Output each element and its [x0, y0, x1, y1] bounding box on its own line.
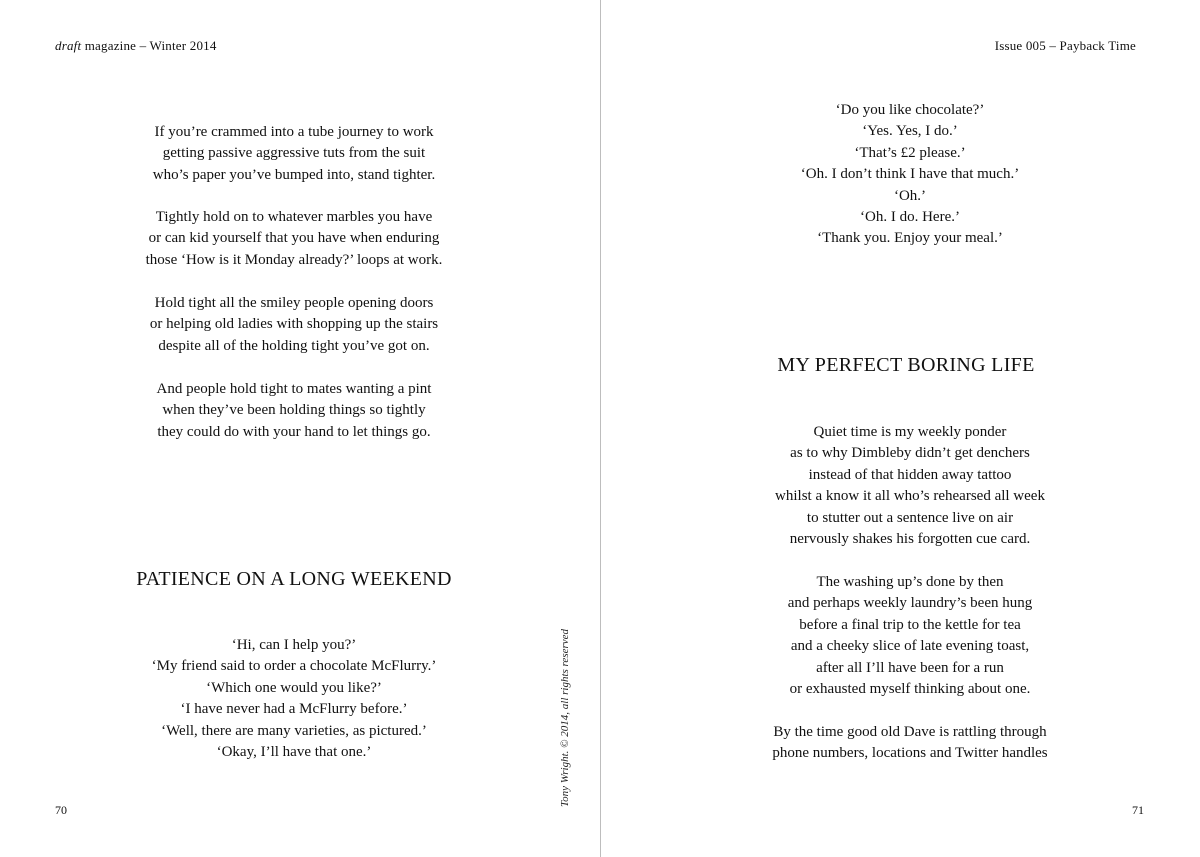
- page-number: 71: [1132, 803, 1144, 817]
- left-running-head: [55, 38, 217, 54]
- issue-season: magazine – Winter 2014: [81, 38, 217, 53]
- dialogue-block: [600, 100, 1200, 250]
- dialogue-line: ‘Oh. I do. Here.’: [860, 209, 960, 226]
- poem-line: and a cheeky slice of late evening toast,: [790, 638, 1030, 655]
- dialogue-line: ‘Well, there are many varieties, as pictured.’: [161, 722, 427, 739]
- poem-title: PATIENCE ON A LONG WEEKEND: [136, 568, 452, 590]
- dialogue-line: ‘Oh.’: [893, 187, 927, 204]
- author-credit: Tony Wright. © 2014, all rights reserved: [559, 628, 571, 808]
- dialogue-line: ‘Thank you. Enjoy your meal.’: [817, 230, 1003, 247]
- poem-line: By the time good old Dave is rattling through: [773, 724, 1047, 740]
- poem-line: to stutter out a sentence live on air: [806, 509, 1014, 526]
- poem-line: or can kid yourself that you have when enduring: [148, 230, 440, 247]
- right-page: [600, 0, 1200, 857]
- poem-line: Hold tight all the smiley people opening doors: [154, 295, 434, 311]
- poem-line: despite all of the holding tight you’ve got on.: [158, 337, 430, 354]
- dialogue-line: ‘I have never had a McFlurry before.’: [180, 701, 408, 718]
- poem-line: nervously shakes his forgotten cue card.: [789, 531, 1031, 548]
- dialogue-line: ‘That’s £2 please.’: [854, 144, 966, 161]
- poem-line: instead of that hidden away tattoo: [808, 466, 1012, 483]
- poem-stanza-4: [0, 379, 588, 443]
- poem-line: they could do with your hand to let things go.: [157, 423, 431, 440]
- poem-title: MY PERFECT BORING LIFE: [777, 354, 1035, 376]
- poem-line: when they’ve been holding things so tightly: [162, 402, 426, 419]
- poem-line: And people hold tight to mates wanting a pint: [156, 381, 432, 397]
- poem-line: as to why Dimbleby didn’t get denchers: [790, 445, 1030, 462]
- magazine-name: draft: [55, 38, 82, 53]
- poem-line: phone numbers, locations and Twitter handles: [772, 745, 1048, 762]
- dialogue-line: ‘Okay, I’ll have that one.’: [216, 744, 372, 761]
- poem-line: The washing up’s done by then: [816, 574, 1004, 590]
- dialogue-line: ‘Oh. I don’t think I have that much.’: [800, 166, 1020, 183]
- poem-line: Quiet time is my weekly ponder: [813, 424, 1007, 440]
- poem-line: If you’re crammed into a tube journey to work: [154, 124, 434, 140]
- page-number: 70: [55, 803, 67, 817]
- poem-stanza-3: [600, 722, 1200, 765]
- poem-line: or helping old ladies with shopping up the stairs: [149, 316, 439, 333]
- dialogue-line: ‘Do you like chocolate?’: [835, 102, 985, 118]
- poem-line: who’s paper you’ve bumped into, stand tighter.: [152, 166, 436, 183]
- poem-line: after all I’ll have been for a run: [816, 659, 1004, 676]
- poem-line: before a final trip to the kettle for tea: [799, 616, 1021, 633]
- poem-line: getting passive aggressive tuts from the suit: [162, 145, 426, 162]
- poem-line: or exhausted myself thinking about one.: [789, 681, 1031, 698]
- poem-line: and perhaps weekly laundry’s been hung: [787, 595, 1033, 612]
- right-running-head: Issue 005 – Payback Time: [994, 38, 1136, 53]
- poem-line: whilst a know it all who’s rehearsed all week: [775, 488, 1045, 505]
- poem-stanza-2: [0, 207, 588, 271]
- dialogue-line: ‘Hi, can I help you?’: [231, 637, 357, 653]
- dialogue-line: ‘Yes. Yes, I do.’: [862, 123, 958, 140]
- poem-line: Tightly hold on to whatever marbles you have: [155, 209, 433, 225]
- poem-stanza-1: [600, 422, 1200, 550]
- poem-stanza-3: [0, 293, 588, 357]
- dialogue-line: ‘My friend said to order a chocolate McFlurry.’: [151, 658, 437, 675]
- dialogue-block: [0, 635, 588, 763]
- poem-stanza-1: [0, 122, 588, 186]
- poem-stanza-2: [600, 572, 1200, 700]
- dialogue-line: ‘Which one would you like?’: [206, 679, 382, 696]
- poem-line: those ‘How is it Monday already?’ loops at work.: [145, 251, 443, 268]
